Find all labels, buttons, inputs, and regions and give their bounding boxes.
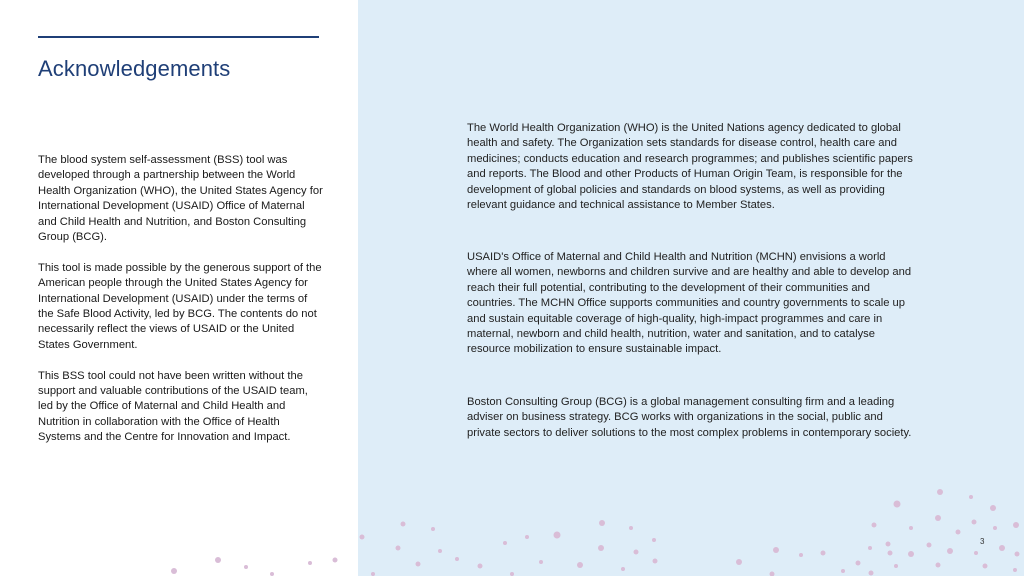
bss-partnership-paragraph: The blood system self-assessment (BSS) tool was developed through a partnership between the World Health Organization (WHO), the United States Agency for International Development (USAID) Office of Maternal and Child Health and Nutrition, and Boston Consulting Group (BCG).: [38, 154, 323, 244]
usaid-support-paragraph: This tool is made possible by the generous support of the American people through the United States Agency for International Development (USAID) under the terms of the Safe Blood Activity, led by BCG. The contents do not necessarily reflect the views of USAID or the United States Government.: [38, 261, 322, 351]
left-column: [38, 153, 323, 461]
title-rule: [38, 36, 319, 38]
usaid-description: [467, 250, 919, 358]
page-number: 3: [980, 537, 985, 546]
who-description: [467, 121, 919, 213]
usaid-paragraph: USAID's Office of Maternal and Child Health and Nutrition (MCHN) envisions a world where all women, newborns and children survive and are healthy and able to develop and reach their full potential, contributing to the development of their communities and countries. The MCHN Office supports communities and country governments to scale up and sustain equitable coverage of high-quality, high-impact programmes and care in maternal, newborn and child health, nutrition, water and sanitation, and to catalyse resource mobilization to ensure sustainable impact.: [467, 251, 912, 356]
bcg-paragraph: Boston Consulting Group (BCG) is a global management consulting firm and a leading adviser on business strategy. BCG works with organizations in the social, public and private sectors to deliver solutions to the most complex problems in contemporary society.: [467, 396, 912, 439]
who-paragraph: The World Health Organization (WHO) is the United Nations agency dedicated to global health and safety. The Organization sets standards for disease control, health care and medicines; conducts education and research programmes; and publishes scientific papers and reports. The Blood and other Products of Human Origin Team, is responsible for the development of global policies and standards on blood systems, as well as providing relevant guidance and technical assistance to Member States.: [467, 122, 913, 212]
bcg-description: [467, 395, 919, 441]
page-title: Acknowledgements: [38, 56, 231, 81]
contributions-paragraph: This BSS tool could not have been written without the support and valuable contributions of the USAID team, led by the Office of Maternal and Child Health and Nutrition in collaboration with the Office of Health Systems and the Centre for Innovation and Impact.: [38, 369, 308, 444]
